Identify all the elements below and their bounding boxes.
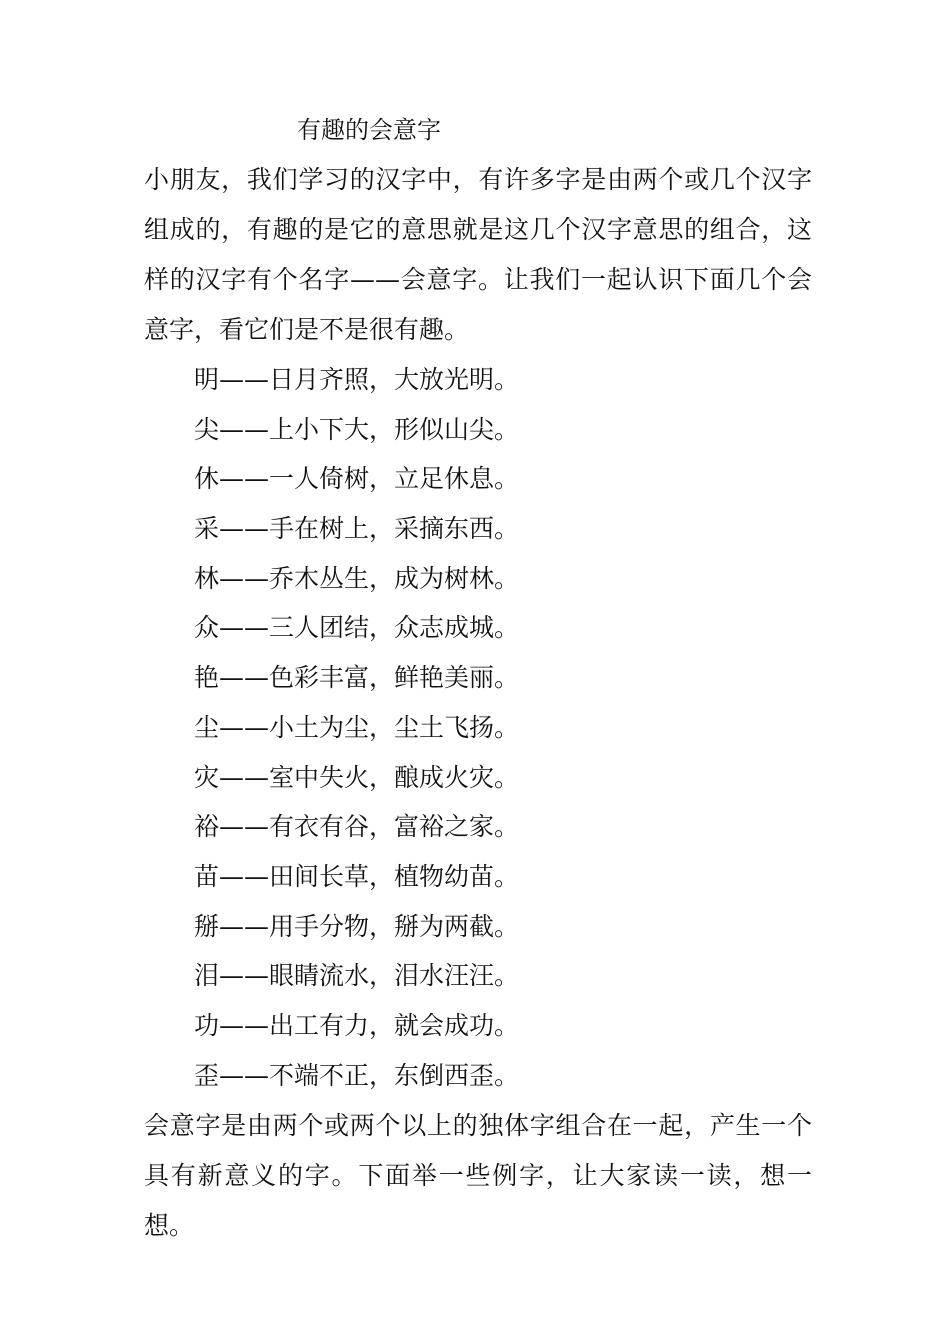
example-line: 艳——色彩丰富，鲜艳美丽。 [194, 663, 520, 693]
example-line: 林——乔木丛生，成为树林。 [194, 563, 520, 593]
example-line: 歪——不端不正，东倒西歪。 [194, 1060, 520, 1090]
example-line: 功——出工有力，就会成功。 [194, 1010, 520, 1040]
example-line: 裕——有衣有谷，富裕之家。 [194, 812, 520, 842]
examples-list [194, 355, 519, 1100]
document-title: 有趣的会意字 [297, 116, 441, 144]
example-line: 灾——室中失火，酿成火灾。 [194, 762, 520, 792]
example-line: 苗——田间长草，植物幼苗。 [194, 861, 520, 891]
example-line: 掰——用手分物，掰为两截。 [194, 911, 520, 941]
example-line: 尘——小土为尘，尘土飞扬。 [194, 712, 520, 742]
intro-paragraph: 小朋友，我们学习的汉字中，有许多字是由两个或几个汉字组成的，有趣的是它的意思就是这几个汉字意思的组合，这样的汉字有个名字——会意字。让我们一起认识下面几个会意字，看它们是不是很有趣。 [144, 165, 812, 344]
example-line: 泪——眼睛流水，泪水汪汪。 [194, 961, 520, 991]
example-line: 休——一人倚树，立足休息。 [194, 464, 520, 494]
example-line: 尖——上小下大，形似山尖。 [194, 414, 520, 444]
example-line: 众——三人团结，众志成城。 [194, 613, 520, 643]
outro-paragraph: 会意字是由两个或两个以上的独体字组合在一起，产生一个具有新意义的字。下面举一些例字，让大家读一读，想一想。 [144, 1111, 812, 1240]
example-line: 明——日月齐照，大放光明。 [194, 365, 520, 394]
example-line: 采——手在树上，采摘东西。 [194, 514, 520, 544]
